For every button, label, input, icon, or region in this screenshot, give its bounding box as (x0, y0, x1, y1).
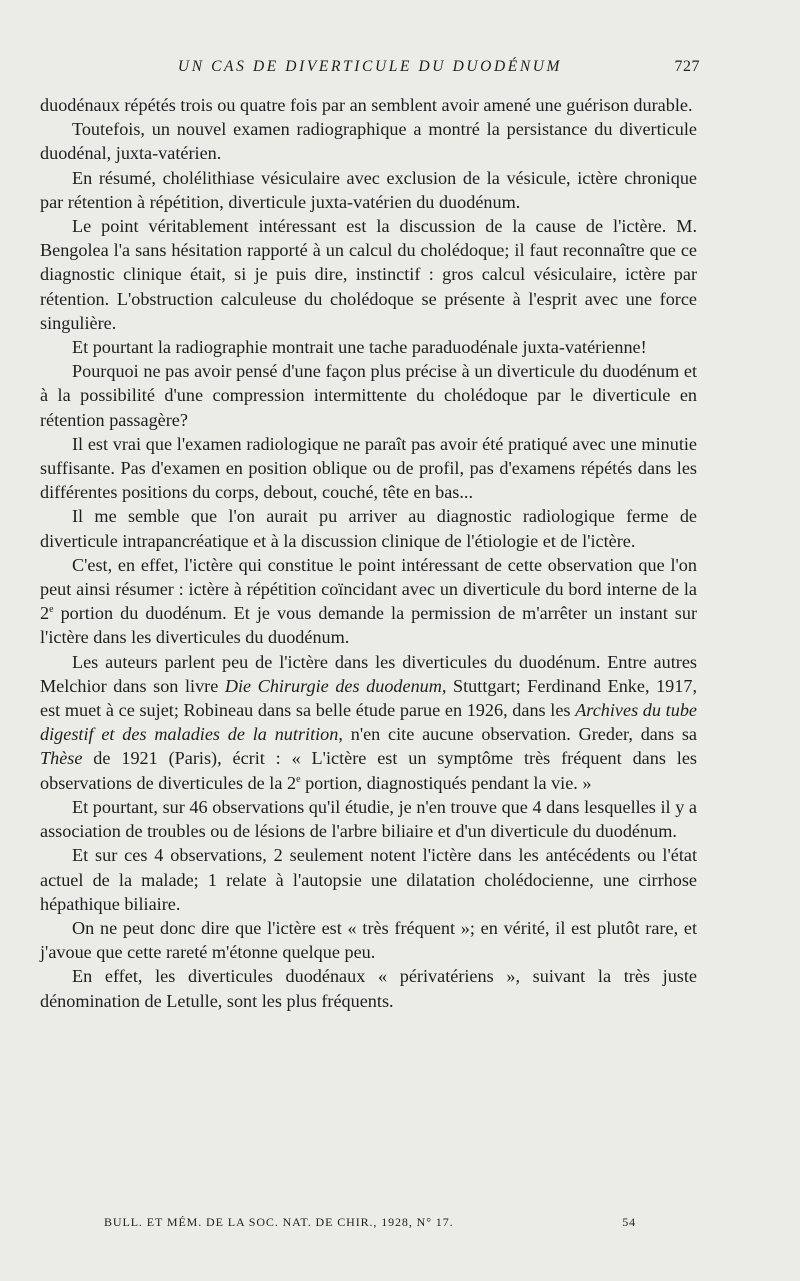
paragraph-12: Et sur ces 4 observations, 2 seulement notent l'ictère dans les antécédents ou l'état actuel de la malade; 1 relate à l'autopsie une dilatation cholédocienne, une cirrhose hépathique biliaire. (40, 845, 697, 914)
paragraph-10-text-b: , Stuttgart; Ferdinand Enke, 1917, est muet à ce sujet; Robineau dans sa belle étude parue en 1926, dans les (40, 675, 697, 721)
paragraph-10-text-a: Les auteurs parlent peu de l'ictère dans les diverticules du duodénum. Entre autres Melchior dans son livre (40, 651, 697, 696)
paragraph-2: Toutefois, un nouvel examen radiographique a montré la persistance du diverticule duodénal, juxta-vatérien. (40, 119, 697, 164)
paragraph-14: En effet, les diverticules duodénaux « périvatériens », suivant la très juste dénomination de Letulle, sont les plus fréquents. (40, 966, 697, 1011)
paragraph-5: Et pourtant la radiographie montrait une tache paraduodénale juxta-vatérienne! (72, 337, 647, 358)
superscript-e: e (49, 604, 54, 616)
page-footer (104, 1215, 636, 1231)
paragraph-3: En résumé, cholélithiase vésiculaire avec exclusion de la vésicule, ictère chronique par rétention à répétition, diverticule juxta-vatérien du duodénum. (40, 167, 697, 212)
journal-title-archives: Archives du tube digestif et des maladies de la nutrition (40, 700, 697, 745)
paragraph-9-text-b: portion du duodénum. Et je vous demande la permission de m'arrêter un instant sur l'ictère dans les diverticules du duodénum. (40, 603, 697, 648)
body-text (40, 93, 697, 1013)
running-title: UN CAS DE DIVERTICULE DU DUODÉNUM (177, 58, 563, 75)
paragraph-13: On ne peut donc dire que l'ictère est « très fréquent »; en vérité, il est plutôt rare, et j'avoue que cette rareté m'étonne quelque peu. (40, 917, 697, 963)
paragraph-1: duodénaux répétés trois ou quatre fois par an semblent avoir amené une guérison durable. (40, 95, 693, 115)
paragraph-10-text-d: de 1921 (Paris), écrit : « L'ictère est un symptôme très fréquent dans les observations de diverticules de la 2 (40, 748, 697, 793)
paragraph-4: Le point véritablement intéressant est la discussion de la cause de l'ictère. M. Bengolea l'a sans hésitation rapporté à un calcul du cholédoque; il faut reconnaître que ce diagnostic clinique était, si je puis dire, instinctif : gros calcul vésiculaire, ictère par rétention. L'obstruction calculeuse du cholédoque se présente à l'esprit avec une force singulière. (40, 216, 697, 333)
thesis-word: Thèse (40, 748, 83, 769)
paragraph-9-text-a: C'est, en effet, l'ictère qui constitue le point intéressant de cette observation que l'on peut ainsi résumer : ictère à répétition coïncidant avec un diverticule du bord interne de la 2 (40, 554, 697, 624)
paragraph-6: Pourquoi ne pas avoir pensé d'une façon plus précise à un diverticule du duodénum et à la possibilité d'une compression intermittente du cholédoque par le diverticule en rétention passagère? (40, 361, 697, 430)
paragraph-9 (40, 553, 697, 650)
paragraph-10 (40, 650, 697, 795)
book-title-melchior: Die Chirurgie des duodenum (224, 675, 442, 696)
paragraph-10-text-e: portion, diagnostiqués pendant la vie. » (300, 772, 592, 793)
paragraph-11: Et pourtant, sur 46 observations qu'il étudie, je n'en trouve que 4 dans lesquelles il y a association de troubles ou de lésions de l'arbre biliaire et d'un diverticule du duodénum. (40, 796, 697, 842)
signature-mark: 54 (622, 1215, 636, 1229)
journal-citation: BULL. ET MÉM. DE LA SOC. NAT. DE CHIR., 1928, N° 17. (104, 1215, 454, 1229)
page-header (40, 54, 700, 80)
page-number: 727 (674, 58, 700, 75)
paragraph-7: Il est vrai que l'examen radiologique ne paraît pas avoir été pratiqué avec une minutie suffisante. Pas d'examen en position oblique ou de profil, pas d'examens répétés dans les différentes positions du corps, debout, couché, tête en bas... (40, 433, 697, 503)
superscript-e: e (296, 773, 301, 785)
paragraph-10-text-c: , n'en cite aucune observation. Greder, dans sa (338, 724, 697, 745)
paragraph-8: Il me semble que l'on aurait pu arriver au diagnostic radiologique ferme de diverticule intrapancréatique et à la discussion clinique de l'étiologie et de l'ictère. (40, 506, 697, 551)
